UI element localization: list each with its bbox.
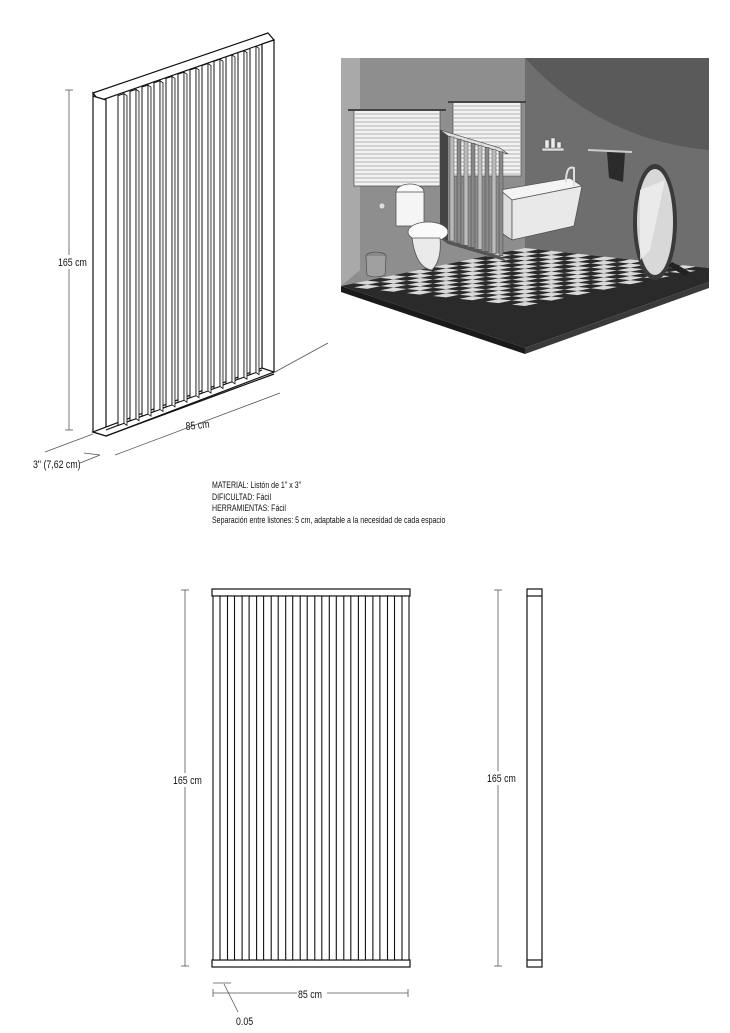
iso-frame-left-post: [93, 96, 106, 436]
shelf-bottle-2: [551, 138, 555, 148]
scene-slat: [478, 145, 482, 249]
iso-slat: [166, 76, 172, 406]
iso-slat-side: [124, 94, 127, 426]
front-slat: [402, 596, 409, 960]
iso-slat: [118, 94, 124, 426]
front-gap-label: 0.05: [236, 1016, 254, 1029]
specifications-block: [212, 480, 445, 526]
front-slat: [315, 596, 322, 960]
front-slat: [257, 596, 264, 960]
iso-depth-leader: [80, 455, 100, 463]
iso-frame-right-post: [262, 40, 274, 376]
front-slat: [358, 596, 365, 960]
iso-ground-line: [275, 343, 328, 372]
front-width-label: 85 cm: [298, 989, 322, 1002]
side-post: [527, 589, 542, 967]
iso-depth-dim-line: [84, 453, 100, 455]
scene-slat: [464, 141, 468, 245]
spec-difficulty: DIFICULTAD: Fácil: [212, 491, 272, 502]
front-height-label: 165 cm: [173, 775, 202, 788]
bathroom-illustration: [341, 58, 709, 354]
front-slat: [228, 596, 235, 960]
scene-slat: [499, 152, 503, 256]
iso-slat: [214, 59, 220, 388]
iso-slat: [238, 51, 244, 380]
front-slat: [271, 596, 278, 960]
iso-slat-side: [184, 72, 187, 402]
shelf-bottle-1: [545, 140, 549, 148]
iso-slat-side: [136, 89, 139, 420]
front-bottom-rail: [212, 960, 410, 967]
front-slat: [242, 596, 249, 960]
towel: [607, 152, 625, 182]
iso-width-label: 85 cm: [185, 418, 211, 434]
iso-slat: [130, 89, 136, 420]
iso-slat-side: [172, 76, 175, 406]
front-gap-leader: [224, 984, 238, 1012]
scene-slat: [450, 137, 454, 241]
iso-slats-group: [118, 46, 259, 425]
scene-slat: [471, 143, 475, 247]
iso-slat: [226, 55, 232, 384]
iso-slat-side: [196, 68, 199, 398]
front-slat: [213, 596, 220, 960]
front-slat: [286, 596, 293, 960]
front-slat: [344, 596, 351, 960]
front-slat: [300, 596, 307, 960]
front-slat: [373, 596, 380, 960]
iso-depth-label: 3" (7,62 cm): [33, 459, 81, 472]
iso-slat-side: [148, 85, 151, 416]
side-view-partition: [527, 589, 542, 967]
iso-slat-side: [160, 81, 163, 412]
spec-spacing: Separación entre listones: 5 cm, adaptable a la necesidad de cada espacio: [212, 514, 446, 525]
iso-ground-line-left: [45, 434, 93, 452]
scene-slat: [457, 139, 461, 243]
iso-slat: [202, 64, 208, 394]
window-left: [348, 110, 446, 186]
spec-tools: HERRAMIENTAS: Fácil: [212, 503, 286, 513]
iso-slat-side: [232, 55, 235, 384]
front-slat: [329, 596, 336, 960]
iso-slat-side: [220, 59, 223, 388]
side-height-label: 165 cm: [487, 773, 516, 786]
iso-slat: [142, 85, 148, 416]
iso-slat-side: [244, 51, 247, 380]
iso-slat-side: [208, 64, 211, 394]
scene-slat: [492, 150, 496, 254]
shelf-bottle-3: [557, 142, 561, 148]
iso-slat: [190, 68, 196, 398]
scene-slat: [485, 148, 489, 252]
iso-slat: [154, 81, 160, 412]
iso-slat: [250, 46, 256, 374]
trash-bin: [366, 252, 386, 277]
iso-height-label: 165 cm: [58, 257, 87, 270]
spec-material: MATERIAL: Listón de 1" x 3": [212, 480, 302, 490]
front-slat: [388, 596, 395, 960]
front-slats-group: [213, 596, 409, 960]
iso-slat: [178, 72, 184, 402]
front-top-rail: [212, 589, 410, 596]
wall-shelf: [542, 148, 564, 151]
iso-slat-side: [256, 46, 259, 374]
